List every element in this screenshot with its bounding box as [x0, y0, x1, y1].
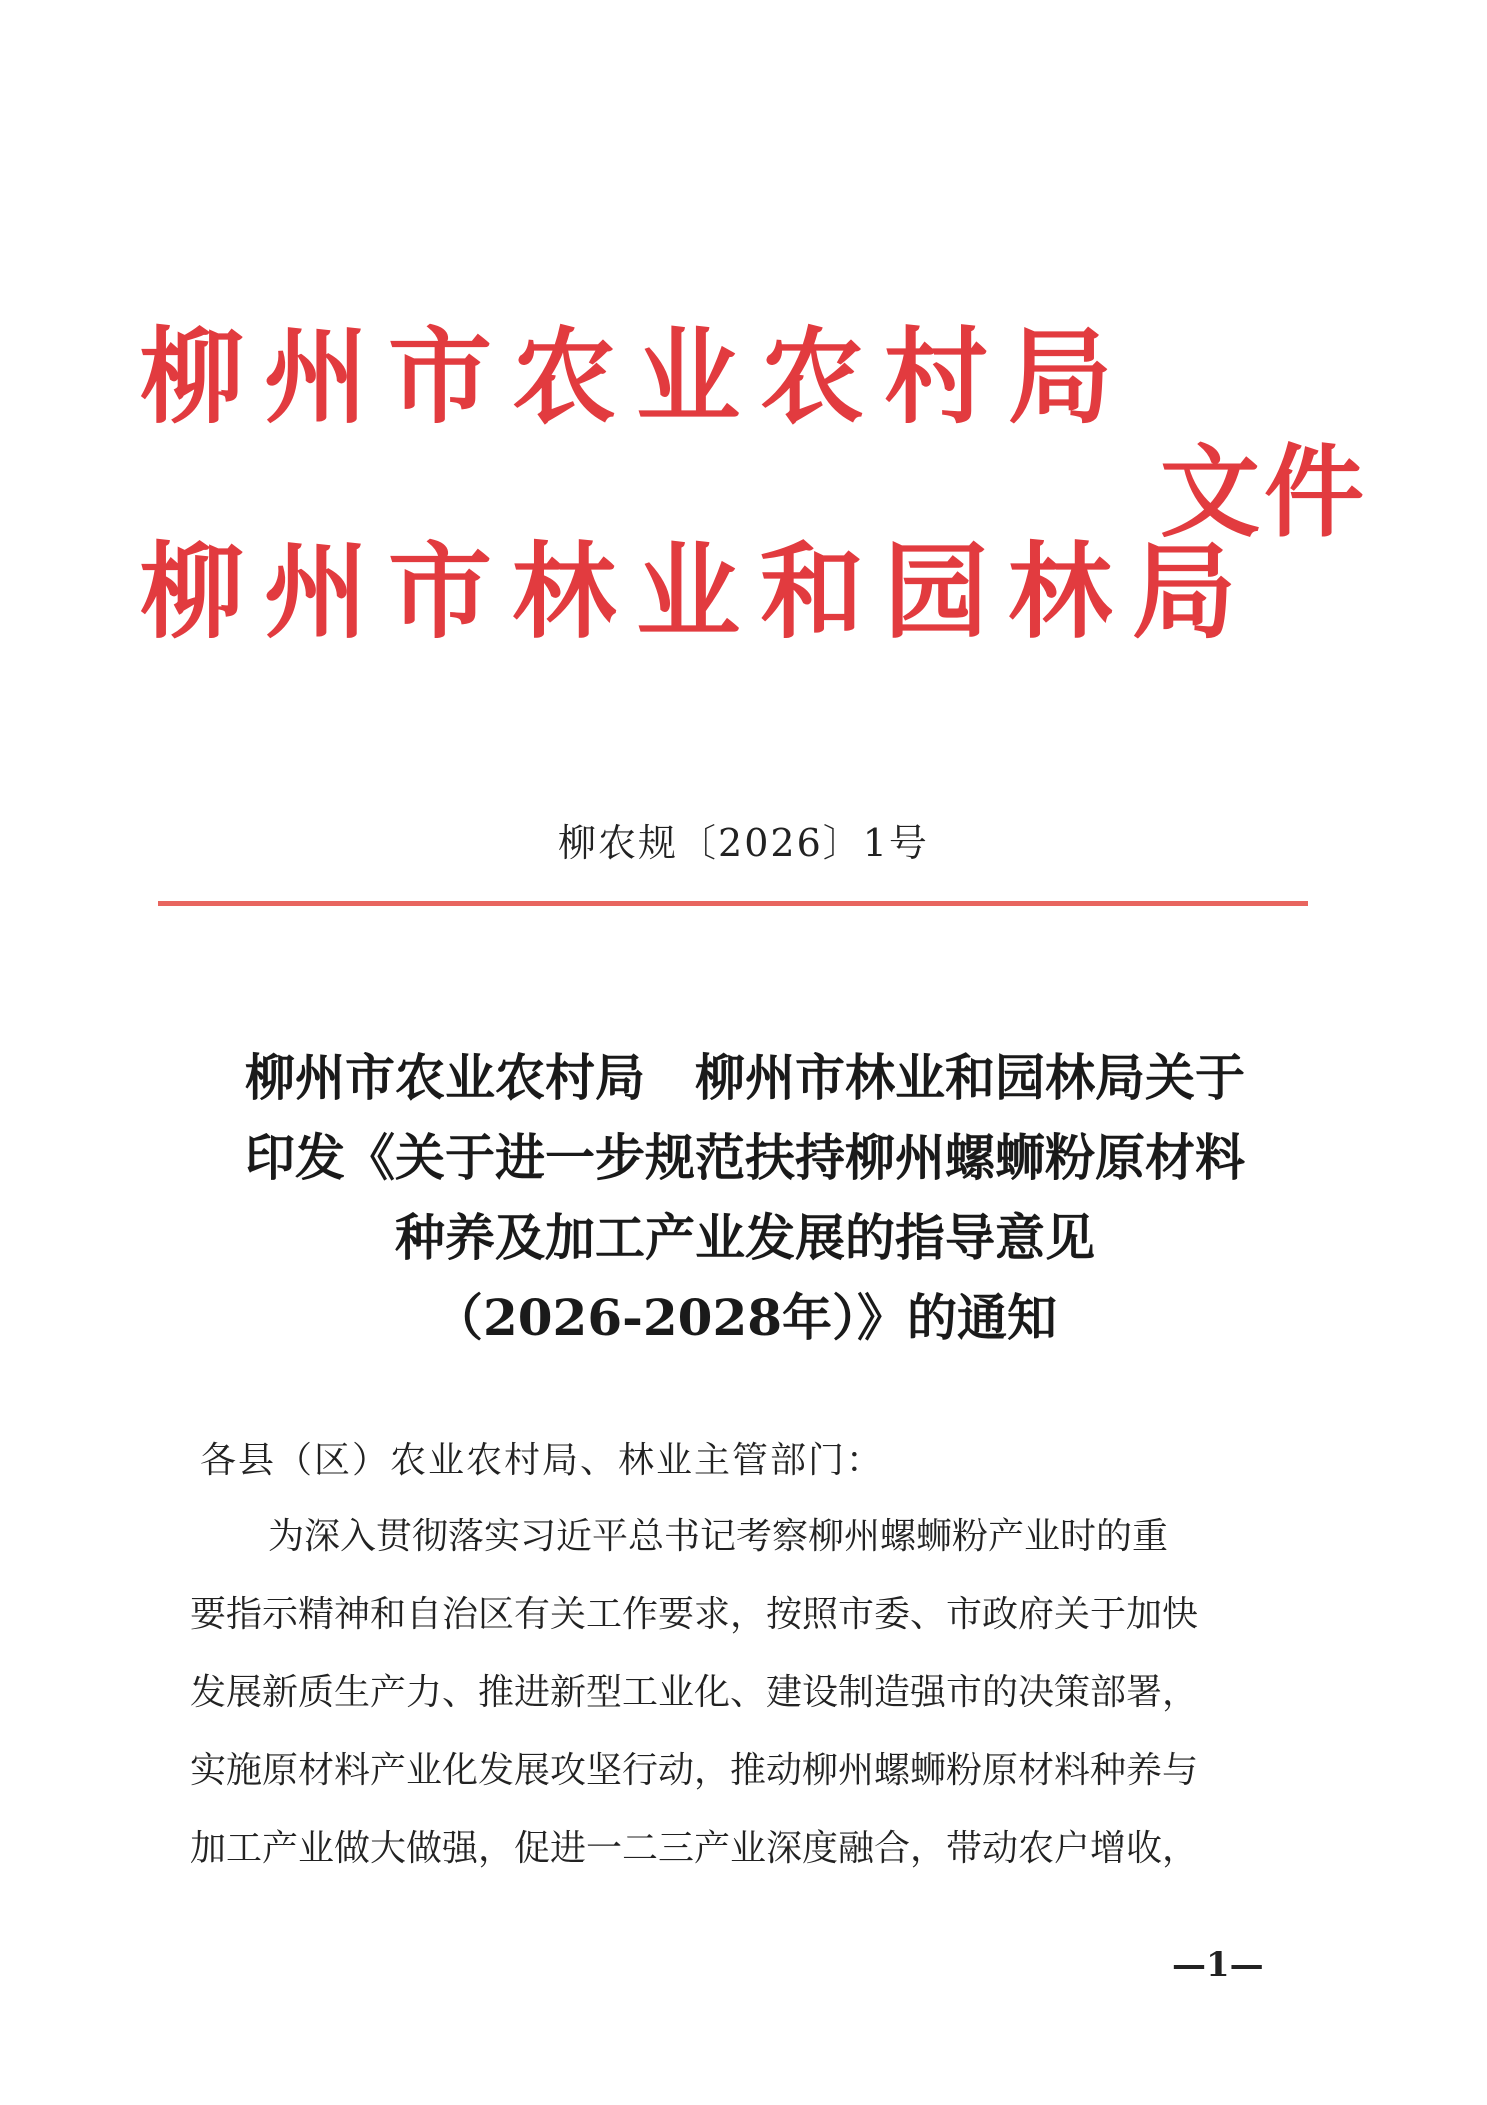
body-paragraph: [190, 1498, 1288, 1888]
document-title: [150, 1038, 1340, 1358]
issuer-name-agriculture: 柳州市农业农村局: [140, 316, 1133, 438]
page-number: —1—: [1172, 1945, 1264, 1985]
red-separator-line: [158, 901, 1308, 906]
body-line: 为深入贯彻落实习近平总书记考察柳州螺蛳粉产业时的重: [268, 1516, 1169, 1557]
body-line: 加工产业做大做强，促进一二三产业深度融合，带动农户增收，: [190, 1828, 1199, 1869]
body-line: 发展新质生产力、推进新型工业化、建设制造强市的决策部署，: [190, 1672, 1199, 1713]
document-number: 柳农规〔2026〕1号: [558, 821, 929, 865]
document-header-suffix: 文件: [1160, 434, 1368, 551]
salutation: 各县（区）农业农村局、林业主管部门：: [200, 1440, 885, 1481]
body-line: 要指示精神和自治区有关工作要求，按照市委、市政府关于加快: [190, 1594, 1199, 1635]
title-line: 印发《关于进一步规范扶持柳州螺蛳粉原材料: [245, 1128, 1245, 1187]
title-line: 种养及加工产业发展的指导意见: [395, 1208, 1095, 1267]
issuer-name-forestry: 柳州市林业和园林局: [140, 531, 1257, 653]
body-line: 实施原材料产业化发展攻坚行动，推动柳州螺蛳粉原材料种养与: [190, 1750, 1199, 1791]
title-line: 柳州市农业农村局 柳州市林业和园林局关于: [245, 1048, 1245, 1107]
title-line: （2026-2028年）》的通知: [432, 1288, 1058, 1347]
